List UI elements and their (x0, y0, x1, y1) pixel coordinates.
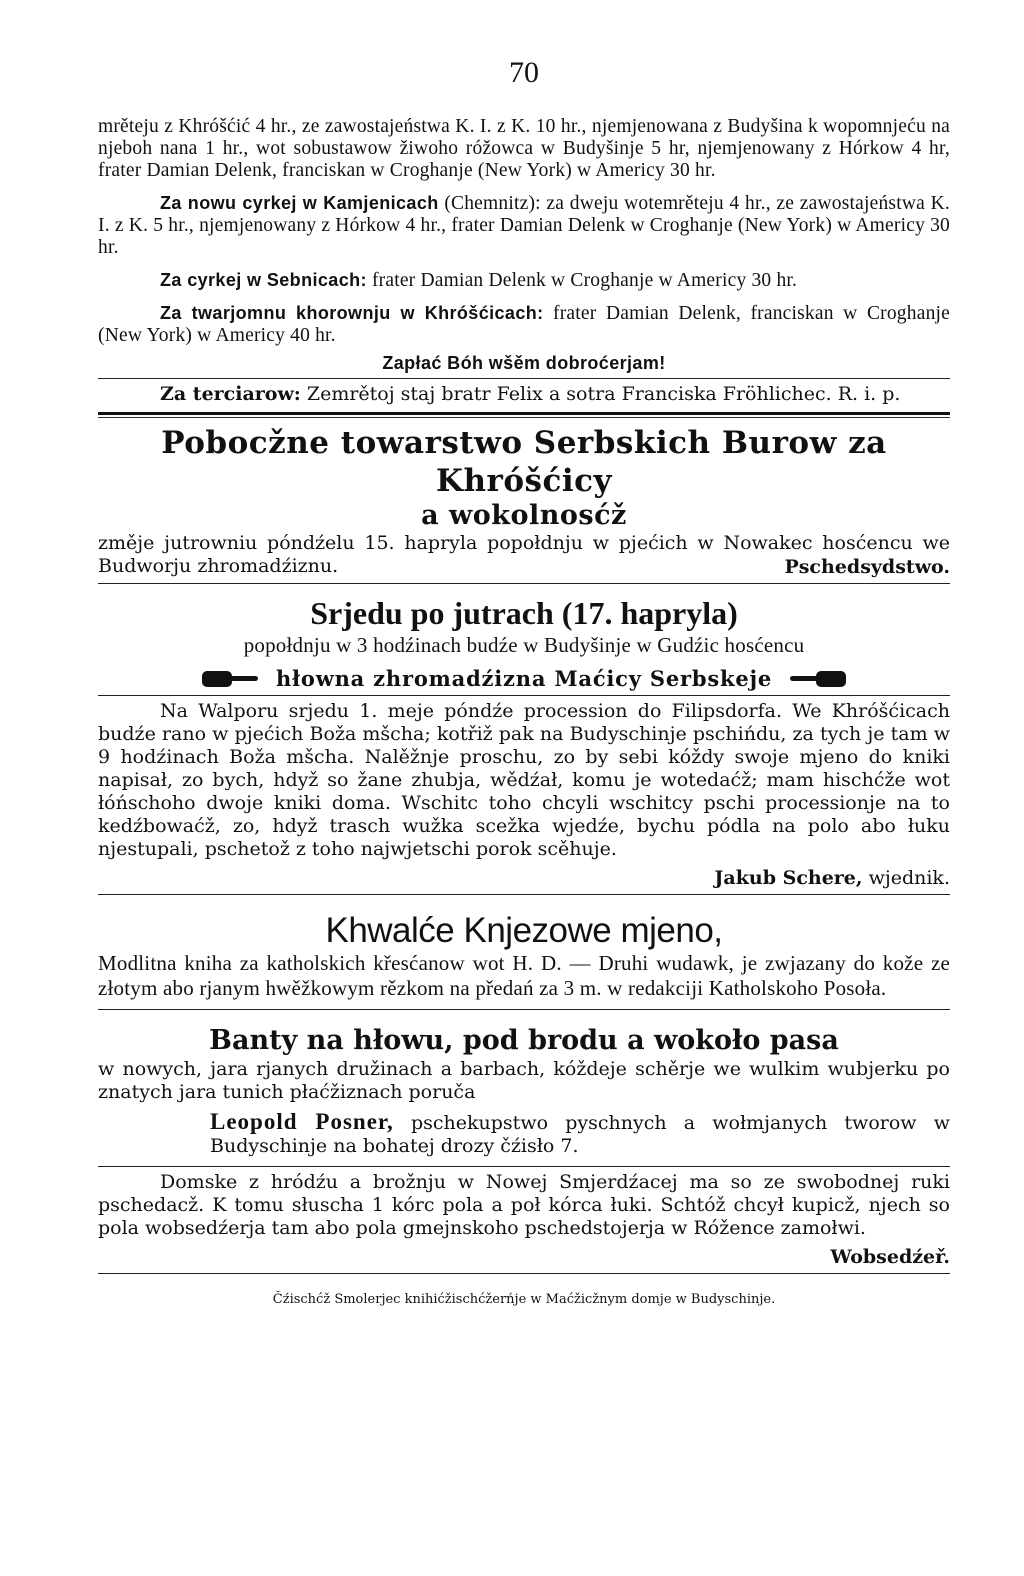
divider (98, 695, 950, 696)
divider (98, 583, 950, 584)
hlowna-heading: hłowna zhromadźizna Maćicy Serbskeje (275, 666, 773, 691)
divider-thick (98, 412, 950, 415)
thanks-line: Zapłać Bóh wšěm dobroćerjam! (382, 353, 666, 373)
terciarow-notice (98, 383, 950, 406)
donation-kamjenicy (98, 192, 950, 259)
donation-twarjomnu-text: frater Damian Delenk, franciskan w Croghanje (New York) w Americy 40 hr. (98, 303, 950, 346)
walpor-signature-role: wjednik. (868, 867, 950, 889)
divider (98, 378, 950, 379)
donation-twarjomnu-heading: Za twarjomnu khorownju w Khróšćicach: (160, 303, 544, 323)
khwalce-text: Modlitna kniha za katholskich křesćanow wot H. D. — Druhi wudawk, je zwjazany do kože ze złotym abo rjanym hwěžkowym rězkom na předań za 3 m. w redakciji Katholskoho Posoła. (98, 951, 950, 1000)
donation-sebnicy-heading: Za cyrkej w Sebnicach: (160, 270, 367, 290)
walpor-notice: Na Walporu srjedu 1. meje póndźe procession do Filipsdorfa. We Khróšćicach budźe rano w pjećich Boža mšcha; kotřiž pak na Budyschinje pschińdu, za tych je tam w 9 hodźinach Boža mšcha. Nalěžnje proschu, zo by sebi kóždy swoje mjeno do kniki napisał, zo bych, hdyž so žane zhubja, wědźał, komu je wotedaćž; mam hischćže wot łóńschoho dwoje kniki doma. Wschitc toho chcyli wschitcy pschi processionje na to kedźbowaćž, zo, hdyž trasch wužka scežka wjedźe, bychu pódla na polo abo łuku njestupali, pschetož z toho najwjetschi porok scěhuje. (98, 700, 950, 860)
divider (98, 894, 950, 895)
donation-sebnicy-text: frater Damian Delenk w Croghanje w Americy 30 hr. (371, 270, 798, 291)
pobocne-subtitle: a wokolnosćž (421, 500, 627, 531)
divider (98, 1009, 950, 1010)
page-number: 70 (509, 56, 539, 89)
pobocne-title: Pobocžne towarstwo Serbskich Burow za Khróšćicy (161, 425, 887, 499)
donation-kamjenicy-text: (Chemnitz): za dweju wotemrěteju 4 hr., ze zawostajeństwa K. I. z K. 5 hr., njemjenowany z Hórkow 4 hr., frater Damian Delenk w Croghanje (New York) w Americy 30 hr. (98, 193, 950, 258)
terciarow-text: Zemrětoj staj bratr Felix a sotra Franciska Fröhlichec. (306, 383, 832, 405)
pobocne-text: změje jutrowniu póndźelu 15. hapryla popołdnju w pjećich w Nowakec hosćencu we Budworju zhromadźiznu. (98, 532, 950, 577)
banty-heading: Banty na hłowu, pod brodu a wokoło pasa (209, 1025, 839, 1056)
terciarow-label: Za terciarow: (160, 383, 301, 405)
pointing-hand-left-icon (790, 668, 846, 690)
posner-text: pschekupstwo pyschnych a wołmjanych tworow w Budyschinje na bohatej drozy čźisło 7. (210, 1112, 950, 1157)
printer-footer: Čźischćž Smolerjec knihićžischćžerńje w Maćžicžnym domje w Budyschinje. (272, 1292, 776, 1307)
divider-thin (98, 417, 950, 418)
divider (98, 1166, 950, 1167)
walpor-signature (98, 867, 950, 890)
hlowna-row (98, 666, 950, 691)
pobocne-signature: Pschedsydstwo. (784, 556, 950, 578)
posner-ad (98, 1110, 950, 1158)
srjedu-heading: Srjedu po jutrach (17. hapryla) (310, 595, 738, 631)
newspaper-page (98, 0, 950, 1307)
posner-name: Leopold Posner, (210, 1109, 394, 1134)
walpor-signature-name: Jakub Schere, (714, 867, 863, 889)
domske-notice: Domske z hródźu a brožnju w Nowej Smjerdźacej ma so ze swobodnej ruki pschedacž. K tomu słuscha 1 kórc pola a poł kórca łuki. Schtóž chcył kupicž, njech so pola wobsedźerja tam abo pola gmejnskoho pschedstojerja w Róžence zamołwi. (98, 1171, 950, 1239)
donation-twarjomnu (98, 302, 950, 347)
pointing-hand-right-icon (202, 668, 258, 690)
khwalce-heading: Khwalće Knjezowe mjeno, (325, 911, 723, 950)
domske-signature: Wobsedźeř. (830, 1246, 950, 1268)
banty-text: w nowych, jara rjanych družinach a barbach, kóždeje schěrje we wulkim wubjerku po znatych jara tunich płaćžiznach poruča (98, 1058, 950, 1103)
terciarow-rip: R. i. p. (837, 383, 901, 405)
donation-kamjenicy-heading: Za nowu cyrkej w Kamjenicach (160, 193, 439, 213)
donation-list-continued: mrěteju z Khróšćić 4 hr., ze zawostajeństwa K. I. z K. 10 hr., njemjenowana z Budyšina k wopomnjeću na njeboh nana 1 hr., wot sobustawow žiwoho róžowca w Budyšinje 5 hr, njemjenowany z Hórkow 4 hr, frater Damian Delenk, franciskan w Croghanje (New York) w Americy 30 hr. (98, 116, 950, 181)
srjedu-text: popołdnju w 3 hodźinach budźe w Budyšinje w Gudźic hosćencu (243, 633, 805, 657)
donation-sebnicy (98, 269, 950, 292)
divider (98, 1273, 950, 1274)
